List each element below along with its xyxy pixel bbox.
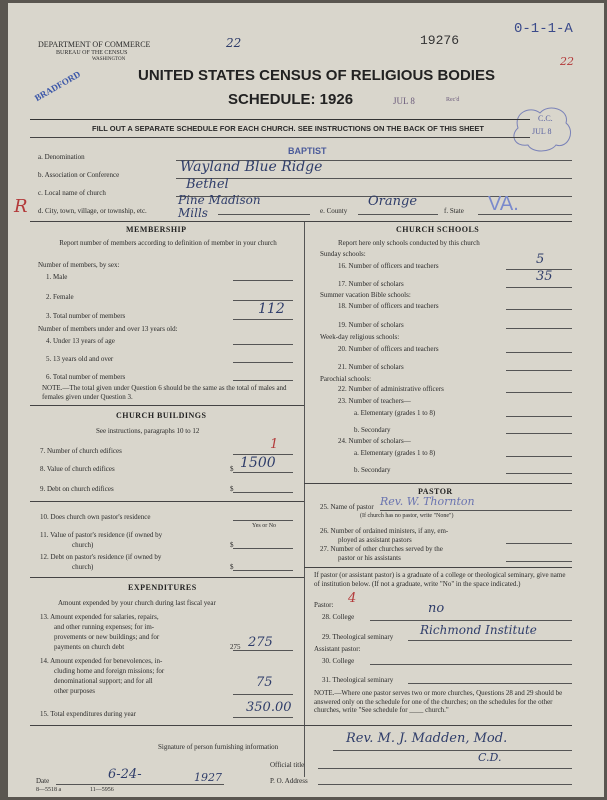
census-schedule-page	[8, 3, 604, 797]
q2-female-label: 2. Female	[46, 293, 74, 301]
age-intro-label: Number of members under and over 13 years old:	[38, 325, 178, 333]
buildings-sub: See instructions, paragraphs 10 to 12	[96, 427, 200, 435]
q17-value: 35	[536, 269, 553, 284]
state-label: f. State	[444, 207, 464, 215]
page-number: 22	[226, 36, 242, 50]
q8-value: 1500	[240, 455, 276, 471]
q12-label: 12. Debt on pastor's residence (if owned by	[40, 553, 162, 561]
city-label: d. City, town, village, or township, etc.	[38, 207, 147, 215]
membership-title: MEMBERSHIP	[126, 225, 187, 234]
q11-label: 11. Value of pastor's residence (if owned by	[40, 531, 163, 539]
q15-label: 15. Total expenditures during year	[40, 710, 136, 718]
dept-label: DEPARTMENT OF COMMERCE	[38, 40, 151, 49]
q31-label: 31. Theological seminary	[322, 676, 394, 684]
q8-dollar: $	[230, 465, 234, 473]
assistant-pastor-label: Assistant pastor:	[314, 645, 361, 653]
yes-no-hint: Yes or No	[252, 523, 277, 529]
date-year: 1927	[194, 771, 222, 784]
city-label: WASHINGTON	[92, 57, 126, 62]
q23b-label: b. Secondary	[354, 426, 391, 434]
q24-label: 24. Number of scholars—	[338, 437, 411, 445]
q3-total-value: 112	[258, 301, 285, 317]
q5-over13-label: 5. 13 years old and over	[46, 355, 114, 363]
instructions-banner: FILL OUT A SEPARATE SCHEDULE FOR EACH CHURCH. SEE INSTRUCTIONS ON THE BACK OF THIS SHEET	[92, 124, 484, 133]
pastor-mark: 4	[348, 591, 357, 606]
q12-label-cont: church)	[72, 563, 94, 571]
q30-label: 30. College	[322, 657, 355, 665]
pastor-title: PASTOR	[418, 487, 453, 496]
buildings-title: CHURCH BUILDINGS	[116, 411, 207, 420]
schools-title: CHURCH SCHOOLS	[396, 225, 480, 234]
association-value: Wayland Blue Ridge	[180, 159, 323, 175]
serial-number: 19276	[420, 33, 460, 48]
q18-label: 18. Number of officers and teachers	[338, 302, 439, 310]
q4-under13-label: 4. Under 13 years of age	[46, 337, 115, 345]
q14-label-4: other purposes	[54, 687, 96, 695]
q9-label: 9. Debt on church edifices	[40, 485, 114, 493]
local-name-label: c. Local name of church	[38, 189, 106, 197]
main-title: UNITED STATES CENSUS OF RELIGIOUS BODIES	[138, 67, 495, 84]
bureau-label: BUREAU OF THE CENSUS	[56, 50, 128, 56]
q26-label-cont: ployed as assistant pastors	[338, 536, 412, 544]
local-name-value: Bethel	[186, 177, 229, 192]
q19-label: 19. Number of scholars	[338, 321, 404, 329]
official-title-value: C.D.	[478, 751, 502, 764]
denomination-value: BAPTIST	[288, 146, 327, 156]
denomination-label: a. Denomination	[38, 153, 85, 161]
official-title-label: Official title	[270, 761, 305, 769]
q13-value: 275	[248, 635, 273, 650]
form-number-2: 11—5956	[90, 787, 114, 793]
q20-label: 20. Number of officers and teachers	[338, 345, 439, 353]
schools-sub: Report here only schools conducted by this church	[338, 239, 480, 247]
date-value: 6-24-	[108, 767, 142, 782]
red-r-mark: R	[14, 196, 28, 217]
q6-total-label: 6. Total number of members	[46, 373, 126, 381]
form-code: 0-1-1-A	[514, 21, 573, 37]
cc-stamp-date: JUL 8	[532, 127, 552, 136]
q11-dollar: $	[230, 541, 234, 549]
membership-intro: Report number of members according to definition of member in your church	[59, 239, 277, 247]
q26-label: 26. Number of ordained ministers, if any, em-	[320, 527, 449, 535]
received-date: JUL 8	[393, 96, 415, 106]
form-number: 8—5518 a	[36, 787, 62, 793]
signature-value: Rev. M. J. Madden, Mod.	[346, 731, 508, 746]
po-address-label: P. O. Address	[270, 777, 308, 785]
sunday-label: Sunday schools:	[320, 250, 366, 258]
pastor-sub-label: Pastor:	[314, 601, 334, 609]
q3-total-label: 3. Total number of members	[46, 312, 126, 320]
q25-label: 25. Name of pastor	[320, 503, 374, 511]
q27-label: 27. Number of other churches served by the	[320, 545, 443, 553]
q25-note: (If church has no pastor, write "None")	[360, 513, 454, 519]
q16-value: 5	[536, 252, 545, 267]
q8-label: 8. Value of church edifices	[40, 465, 115, 473]
q23-label: 23. Number of teachers—	[338, 397, 411, 405]
red-code: 22	[560, 55, 574, 68]
q13-label-3: provements or new buildings; and for	[54, 633, 160, 641]
recd-label: Rec'd	[446, 97, 460, 103]
q14-label-3: denominational support; and for all	[54, 677, 153, 685]
date-label: Date	[36, 777, 50, 785]
q14-label-2: cluding home and foreign missions; for	[54, 667, 165, 675]
q29-label: 29. Theological seminary	[322, 633, 394, 641]
members-by-sex-label: Number of members, by sex:	[38, 261, 120, 269]
q13-dollar: 275	[230, 643, 241, 651]
city-value: Pine Madison Mills	[178, 193, 261, 220]
q21-label: 21. Number of scholars	[338, 363, 404, 371]
q28-label: 28. College	[322, 613, 355, 621]
q13-label-2: and other running expenses; for im-	[54, 623, 155, 631]
q24b-label: b. Secondary	[354, 466, 391, 474]
membership-note: NOTE.—The total given under Question 6 should be the same as the total of males and females given under Question 3.	[42, 384, 287, 401]
q22-label: 22. Number of administrative officers	[338, 385, 444, 393]
pastor-note: NOTE.—Where one pastor serves two or more churches, Questions 28 and 29 should be answered only on the schedule for one of the churches; on the schedules for the other churches, write "See schedule for ____ church."	[314, 689, 563, 714]
q7-label: 7. Number of church edifices	[40, 447, 122, 455]
q14-label: 14. Amount expended for benevolences, in-	[40, 657, 163, 665]
graduate-note: If pastor (or assistant pastor) is a graduate of a college or theological seminary, give name of institution below. (If not a graduate, write "No" in the space indicated.)	[314, 571, 566, 588]
signature-label: Signature of person furnishing information	[158, 743, 279, 751]
q24a-label: a. Elementary (grades 1 to 8)	[354, 449, 436, 457]
cc-stamp-label: C.C.	[538, 114, 553, 123]
weekday-label: Week-day religious schools:	[320, 333, 400, 341]
q14-value: 75	[256, 675, 273, 690]
county-value: Orange	[368, 194, 418, 209]
q27-label-cont: pastor or his assistants	[338, 554, 401, 562]
q28-value: no	[428, 601, 445, 616]
q15-value: 350.00	[246, 700, 292, 715]
q13-label: 13. Amount expended for salaries, repairs,	[40, 613, 159, 621]
q25-value: Rev. W. Thornton	[380, 495, 475, 508]
state-value: VA.	[488, 193, 519, 215]
q29-value: Richmond Institute	[420, 623, 537, 637]
q12-dollar: $	[230, 563, 234, 571]
schedule-title: SCHEDULE: 1926	[228, 91, 354, 108]
summer-label: Summer vacation Bible schools:	[320, 291, 411, 299]
q1-male-label: 1. Male	[46, 273, 68, 281]
expenditures-sub: Amount expended by your church during last fiscal year	[58, 599, 216, 607]
q13-label-4: payments on church debt	[54, 643, 125, 651]
expenditures-title: EXPENDITURES	[128, 583, 197, 592]
parochial-label: Parochial schools:	[320, 375, 372, 383]
q10-label: 10. Does church own pastor's residence	[40, 513, 151, 521]
q17-label: 17. Number of scholars	[338, 280, 404, 288]
q23a-label: a. Elementary (grades 1 to 8)	[354, 409, 436, 417]
q9-dollar: $	[230, 485, 234, 493]
association-label: b. Association or Conference	[38, 171, 120, 179]
q11-label-cont: church)	[72, 541, 94, 549]
bradford-stamp: BRADFORD	[32, 68, 83, 104]
county-label: e. County	[320, 207, 348, 215]
q16-label: 16. Number of officers and teachers	[338, 262, 439, 270]
q7-value: 1	[270, 437, 279, 452]
